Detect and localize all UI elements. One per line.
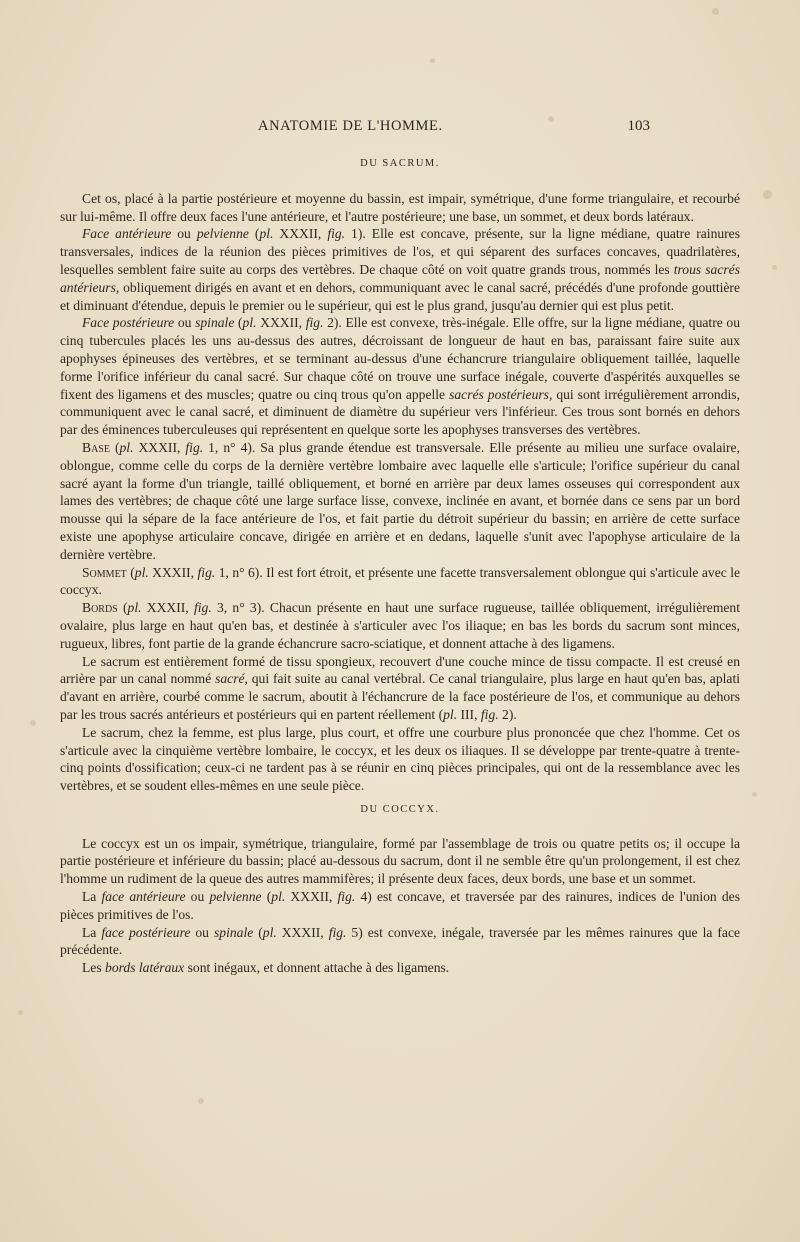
paragraph: La face antérieure ou pelvienne (pl. XXXII, fig. 4) est concave, et traversée par des rainures, indices de l'union des pièces primitives de l'os.: [60, 889, 741, 922]
foxing-spot: [763, 190, 772, 199]
foxing-spot: [18, 1010, 23, 1015]
foxing-spot: [772, 265, 777, 270]
running-title: ANATOMIE DE L'HOMME.: [258, 118, 443, 134]
foxing-spot: [198, 1098, 204, 1104]
paragraph: Sommet (pl. XXXII, fig. 1, n° 6). Il est fort étroit, et présente une facette transversalement oblongue qui s'articule avec le coccyx.: [60, 564, 741, 598]
foxing-spot: [712, 8, 719, 15]
page-number: 103: [627, 118, 650, 134]
paragraph: Le sacrum, chez la femme, est plus large, plus court, et offre une courbure plus prononcée que chez l'homme. Cet os s'articule avec la cinquième vertèbre lombaire, le coccyx, et les deux os iliaques. Il se développe par trente-quatre à trente-cinq points d'ossification; ceux-ci ne tardent pas à se réunir en cinq pièces principales, qui ont de la ressemblance avec les vertèbres, et se soudent elles-mêmes en une seule pièce.: [60, 724, 740, 794]
foxing-spot: [752, 792, 757, 797]
paragraph: Base (pl. XXXII, fig. 1, n° 4). Sa plus grande étendue est transversale. Elle présente au milieu une surface ovalaire, oblongue, comme celle du corps de la dernière vertèbre lombaire avec laquelle elle s'articule; l'orifice supérieur du canal sacré ayant la forme d'un triangle, taillé obliquement, et borné en arrière par deux lames osseuses qui correspondent aux lames des vertèbres; de chaque côté une large surface lisse, convexe, inclinée en avant, et bornée dans ce sens par un bord mousse qui la sépare de la face antérieure de l'os, et fait partie du détroit supérieur du bassin; en arrière de cette surface existe une apophyse articulaire concave, dirigée en arrière et en dedans, laquelle s'unit avec l'apophyse articulaire de la dernière vertèbre.: [60, 439, 740, 562]
paragraph: La face postérieure ou spinale (pl. XXXII, fig. 5) est convexe, inégale, traversée par les mêmes rainures que la face précédente.: [60, 924, 741, 958]
paragraph: Le sacrum est entièrement formé de tissu spongieux, recouvert d'une couche mince de tissu compacte. Il est creusé en arrière par un canal nommé sacré, qui fait suite au canal vertébral. Ce canal triangulaire, plus large en haut qu'en bas, aplati d'avant en arrière, courbé comme le sacrum, aboutit à l'échancrure de la face postérieure de l'os, et communique au dehors par les trous sacrés antérieurs et postérieurs qui en partent réellement (pl. III, fig. 2).: [60, 653, 740, 722]
paragraph: Face antérieure ou pelvienne (pl. XXXII, fig. 1). Elle est concave, présente, sur la ligne médiane, quatre rainures transversales, indices de la réunion des pièces primitives de l'os, et qui séparent des surfaces concaves, quadrilatères, lesquelles semblent faire suite au corps des vertèbres. De chaque côté on voit quatre grands trous, nommés les trous sacrés antérieurs, obliquement dirigés en avant et en dehors, communiquant avec le canal sacré, précédés d'une profonde gouttière et diminuant d'étendue, depuis le premier ou le supérieur, qui est le plus grand, jusqu'au dernier qui est plus petit.: [60, 226, 741, 313]
paragraph: Face postérieure ou spinale (pl. XXXII, fig. 2). Elle est convexe, très-inégale. Elle offre, sur la ligne médiane, quatre ou cinq tubercules placés les uns au-dessus des autres, décroissant de longueur de haut en bas, paraissant faire suite aux apophyses épineuses des vertèbres, et se terminant au-dessus d'une échancrure triangulaire obliquement taillée, laquelle forme l'orifice inférieur du canal sacré. Sur chaque côté on trouve une surface inégale, couverte d'aspérités auxquelles se fixent des ligamens et des muscles; quatre ou cinq trous qu'on appelle sacrés postérieurs, qui sont irrégulièrement arrondis, communiquent avec le canal sacré, et diminuent de diamètre du supérieur vers l'inférieur. Ces trous sont bornés en dehors par des éminences tuberculeuses qui représentent en quelque sorte les apophyses transverses des vertèbres.: [60, 315, 740, 438]
paragraph: Cet os, placé à la partie postérieure et moyenne du bassin, est impair, symétrique, d'une forme triangulaire, et recourbé sur lui-même. Il offre deux faces l'une antérieure, et l'autre postérieure; une base, un sommet, et deux bords latéraux.: [60, 190, 740, 224]
section-heading-sacrum: DU SACRUM.: [360, 158, 440, 169]
main-text: [60, 155, 740, 977]
running-head: [0, 118, 800, 138]
foxing-spot: [430, 58, 435, 63]
foxing-spot: [30, 720, 36, 726]
section-heading-coccyx: DU COCCYX.: [360, 803, 440, 815]
paragraph: Bords (pl. XXXII, fig. 3, n° 3). Chacun présente en haut une surface rugueuse, taillée obliquement, irrégulièrement ovalaire, plus large en haut qu'en bas, et destinée à s'articuler avec l'os iliaque; en bas les bords du sacrum sont minces, rugueux, libres, font partie de la grande échancrure sacro-sciatique, et donnent attache à des ligamens.: [60, 600, 741, 651]
paragraph: Le coccyx est un os impair, symétrique, triangulaire, formé par l'assemblage de trois ou quatre petits os; il occupe la partie postérieure et inférieure du bassin; placé au-dessous du sacrum, dont il ne semble être qu'un prolongement, il est chez l'homme un rudiment de la queue des autres mammifères; il présente deux faces, deux bords, une base et un sommet.: [60, 835, 740, 887]
paragraph: Les bords latéraux sont inégaux, et donnent attache à des ligamens.: [82, 960, 450, 976]
